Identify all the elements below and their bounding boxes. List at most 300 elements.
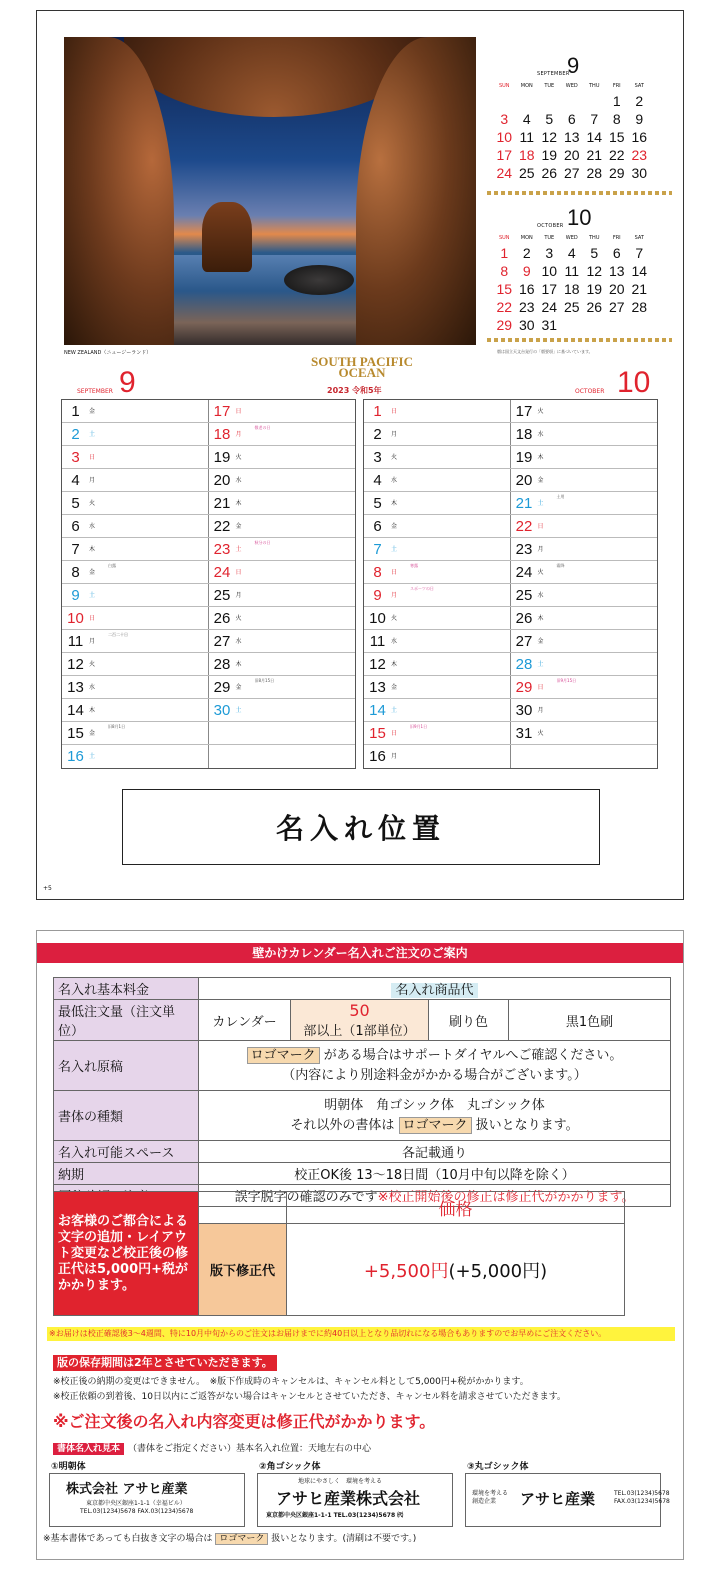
day-number: 18	[213, 425, 231, 443]
day-cell	[511, 400, 658, 422]
mini-day: 5	[545, 111, 554, 127]
delivery-warning: ※お届けは校正確認後3～4週間、特に10月中旬からのご注文はお届けまでに約40日以上となり品切れになる場合もありますのでお早めにご注文ください。	[47, 1327, 675, 1341]
day-number: 5	[373, 494, 382, 512]
weekday-label: 水	[235, 637, 242, 645]
mini-day: 18	[563, 281, 580, 297]
dow-label: THU	[589, 83, 600, 89]
calendar-page	[36, 10, 684, 900]
day-number: 20	[213, 471, 231, 489]
sample-tag: 書体名入れ見本	[53, 1443, 124, 1455]
day-cell	[511, 538, 658, 560]
weekday-label: 木	[537, 614, 544, 622]
day-number: 10	[369, 609, 386, 627]
dow-label: SAT	[634, 83, 644, 89]
day-cell	[511, 423, 658, 445]
weekday-label: 水	[89, 683, 96, 691]
day-number: 27	[515, 632, 533, 650]
weekday-label: 火	[89, 660, 96, 668]
weekday-label: 土	[89, 430, 96, 438]
weekday-label: 火	[391, 453, 398, 461]
plate-fix-label: 版下修正代	[199, 1224, 287, 1316]
day-number: 30	[515, 701, 533, 719]
table-row	[364, 400, 657, 423]
mini-day-grid	[493, 93, 677, 183]
day-number: 15	[67, 724, 84, 742]
day-note: 白露	[108, 563, 116, 568]
day-number: 29	[515, 678, 533, 696]
mini-day: 2	[635, 93, 644, 109]
weekday-label: 金	[537, 476, 544, 484]
table-row	[62, 400, 355, 423]
weekday-label: 水	[391, 637, 398, 645]
mini-day: 20	[608, 281, 625, 297]
weekday-label: 土	[537, 660, 544, 668]
mini-day	[583, 93, 606, 111]
mini-dow-row	[493, 235, 677, 241]
mini-day: 26	[586, 299, 603, 315]
order-guide	[36, 930, 684, 1560]
mini-day: 1	[500, 245, 509, 261]
dow-label: MON	[520, 235, 533, 241]
mini-day: 10	[496, 129, 513, 145]
weekday-label: 月	[391, 430, 398, 438]
mini-day: 10	[541, 263, 558, 279]
day-number: 25	[213, 586, 231, 604]
day-number: 1	[71, 402, 80, 420]
manuscript-value: ロゴマーク がある場合はサポートダイヤルへご確認ください。 （内容により別途料金がかかる場合がございます。）	[199, 1041, 671, 1091]
day-number: 16	[67, 748, 84, 765]
day-cell	[62, 676, 209, 698]
mini-day: 3	[500, 111, 509, 127]
mini-day: 22	[496, 299, 513, 315]
weekday-label: 土	[391, 706, 398, 714]
mini-day	[561, 317, 584, 335]
weekday-label: 金	[89, 568, 96, 576]
day-cell	[62, 469, 209, 491]
day-cell	[209, 630, 356, 652]
weekday-label: 日	[89, 453, 96, 461]
weekday-label: 木	[391, 499, 398, 507]
day-number: 15	[369, 724, 386, 742]
logo-mark-chip: ロゴマーク	[247, 1047, 320, 1064]
mini-calendar-september	[487, 47, 677, 183]
weekday-label: 火	[391, 614, 398, 622]
day-number: 9	[373, 586, 382, 604]
mini-day: 15	[496, 281, 513, 297]
dow-label: MON	[520, 83, 533, 89]
day-cell	[511, 584, 658, 606]
table-row	[62, 745, 355, 768]
table-row	[364, 538, 657, 561]
manuscript-label: 名入れ原稿	[54, 1041, 199, 1091]
day-cell	[62, 400, 209, 422]
day-cell	[62, 492, 209, 514]
table-row	[62, 538, 355, 561]
october-table	[363, 399, 658, 769]
sample-header: 書体名入れ見本 （書体をご指定ください）基本名入れ位置：天地左右の中心	[53, 1441, 371, 1454]
day-cell	[209, 722, 356, 744]
mini-day: 13	[608, 263, 625, 279]
day-cell	[62, 515, 209, 537]
day-cell	[364, 607, 511, 629]
mini-day: 25	[518, 165, 535, 181]
day-cell	[364, 469, 511, 491]
table-row	[364, 446, 657, 469]
space-label: 名入れ可能スペース	[54, 1141, 199, 1163]
delivery-value: 校正OK後 13～18日間（10月中旬以降を除く）	[199, 1163, 671, 1185]
mincho-sample: 株式会社 アサヒ産業 東京都中央区銀座1-1-1（幸福ビル） TEL.03(1234)5678 FAX.03(1234)5678	[49, 1473, 245, 1527]
mini-day: 2	[522, 245, 531, 261]
font-sample-label: ①明朝体	[51, 1462, 86, 1472]
mini-day: 29	[608, 165, 625, 181]
mini-day: 21	[586, 147, 603, 163]
table-row	[62, 469, 355, 492]
weekday-label: 土	[235, 706, 242, 714]
day-number: 17	[515, 402, 533, 420]
weekday-label: 火	[537, 729, 544, 737]
mini-day: 19	[541, 147, 558, 163]
mini-day: 7	[590, 111, 599, 127]
mini-day: 8	[612, 111, 621, 127]
title-line-1: SOUTH PACIFIC	[311, 354, 413, 369]
weekday-label: 土	[235, 545, 242, 553]
base-fee-value: 名入れ商品代	[391, 983, 477, 998]
day-number: 11	[67, 632, 84, 650]
mini-day: 4	[522, 111, 531, 127]
mini-day: 30	[518, 317, 535, 333]
mini-day	[493, 93, 516, 111]
mini-day: 22	[608, 147, 625, 163]
mini-day: 12	[541, 129, 558, 145]
day-note: 秋分の日	[254, 540, 271, 545]
mini-month-name: SEPTEMBER	[537, 71, 570, 77]
day-cell	[364, 630, 511, 652]
note-line: ※校正後の納期の変更はできません。 ※版下作成時のキャンセルは、キャンセル料として5,000円+税がかかります。	[53, 1377, 529, 1387]
weekday-label: 火	[235, 453, 242, 461]
day-number: 3	[373, 448, 382, 466]
mini-day: 20	[563, 147, 580, 163]
day-number: 30	[213, 701, 231, 719]
mini-day: 17	[541, 281, 558, 297]
table-row	[62, 630, 355, 653]
change-warning: ※ご注文後の名入れ内容変更は修正代がかかります。	[53, 1412, 436, 1431]
day-cell	[511, 446, 658, 468]
mini-day: 14	[631, 263, 648, 279]
day-number: 7	[71, 540, 80, 558]
day-number: 25	[515, 586, 533, 604]
weekday-label: 土	[537, 499, 544, 507]
order-table	[53, 977, 671, 1207]
mini-day: 6	[612, 245, 621, 261]
weekday-label: 日	[391, 729, 398, 737]
day-cell	[364, 676, 511, 698]
day-cell	[62, 745, 209, 768]
weekday-label: 木	[537, 453, 544, 461]
logo-mark-chip: ロゴマーク	[399, 1117, 472, 1134]
font-sample-label: ②角ゴシック体	[259, 1462, 321, 1472]
dow-label: SUN	[498, 235, 510, 241]
keep-period-badge: 版の保存期間は2年とさせていただきます。	[53, 1355, 277, 1371]
day-number: 19	[515, 448, 533, 466]
mini-day: 28	[631, 299, 648, 315]
day-number: 22	[515, 517, 533, 535]
day-cell	[511, 745, 658, 768]
day-number: 7	[373, 540, 382, 558]
day-note: 旧8月15日	[254, 678, 275, 683]
weekday-label: 金	[235, 522, 242, 530]
weekday-label: 水	[89, 522, 96, 530]
mini-day: 14	[586, 129, 603, 145]
weekday-label: 日	[391, 407, 398, 415]
day-number: 6	[71, 517, 80, 535]
weekday-label: 水	[235, 476, 242, 484]
weekday-label: 水	[537, 591, 544, 599]
copyright-note: 暦は国立天文台発行の「暦要項」に基づいています。	[497, 349, 593, 354]
day-number: 26	[515, 609, 533, 627]
table-row	[364, 653, 657, 676]
day-note: 霜降	[556, 563, 565, 568]
day-cell	[364, 722, 511, 744]
day-number: 31	[515, 724, 533, 742]
weekday-label: 金	[235, 683, 242, 691]
table-row	[62, 561, 355, 584]
weekday-label: 月	[89, 637, 96, 645]
mini-day	[516, 93, 539, 111]
day-cell	[209, 446, 356, 468]
day-cell	[511, 492, 658, 514]
min-order-qty: 50部以上（1部単位）	[291, 1000, 429, 1041]
mini-day: 26	[541, 165, 558, 181]
weekday-label: 火	[89, 499, 96, 507]
big-month-name: OCTOBER	[575, 388, 605, 395]
day-cell	[511, 469, 658, 491]
weekday-label: 金	[391, 683, 398, 691]
day-cell	[209, 699, 356, 721]
table-row	[364, 469, 657, 492]
table-row	[364, 492, 657, 515]
weekday-label: 木	[235, 499, 242, 507]
mini-day: 1	[612, 93, 621, 109]
mini-day: 11	[564, 263, 580, 279]
font-sample-label: ③丸ゴシック体	[467, 1462, 529, 1472]
weekday-label: 月	[89, 476, 96, 484]
weekday-label: 日	[391, 568, 398, 576]
day-cell	[62, 423, 209, 445]
mini-day: 13	[563, 129, 580, 145]
day-note: 土用	[556, 494, 565, 499]
day-note: 敬老の日	[254, 425, 271, 430]
mini-day: 25	[563, 299, 580, 315]
table-row	[62, 584, 355, 607]
dow-label: FRI	[612, 235, 621, 241]
price-value: +5,500円(+5,000円)	[287, 1224, 625, 1316]
day-number: 11	[369, 632, 386, 650]
day-number: 21	[515, 494, 533, 512]
weekday-label: 日	[537, 683, 544, 691]
mini-day: 12	[586, 263, 603, 279]
price-table	[53, 1191, 625, 1316]
mini-month-number: 9	[567, 53, 580, 78]
day-number: 16	[369, 748, 386, 765]
mini-day: 29	[496, 317, 513, 333]
mini-day: 5	[590, 245, 599, 261]
day-number: 2	[71, 425, 80, 443]
footer-note: ※基本書体であっても白抜き文字の場合は ロゴマーク 扱いとなります。(清刷は不要です。)	[43, 1534, 417, 1544]
weekday-label: 月	[391, 753, 398, 760]
mini-day: 27	[563, 165, 580, 181]
mini-day: 9	[635, 111, 644, 127]
table-row	[62, 446, 355, 469]
day-cell	[364, 745, 511, 768]
day-note: スポーツの日	[410, 586, 434, 591]
name-area-box: 名入れ位置	[122, 789, 600, 865]
day-number: 27	[213, 632, 231, 650]
mini-day	[538, 93, 561, 111]
table-row	[364, 722, 657, 745]
table-row	[62, 492, 355, 515]
day-cell	[511, 630, 658, 652]
day-cell	[364, 653, 511, 675]
day-cell	[364, 538, 511, 560]
mini-calendar-october	[487, 199, 677, 335]
mini-day: 16	[631, 129, 648, 145]
table-row	[62, 676, 355, 699]
mini-day	[561, 93, 584, 111]
day-number: 14	[369, 701, 386, 719]
table-row	[62, 699, 355, 722]
day-number: 28	[213, 655, 231, 673]
day-number: 5	[71, 494, 80, 512]
mini-day: 23	[518, 299, 535, 315]
weekday-label: 金	[537, 637, 544, 645]
day-cell	[511, 653, 658, 675]
weekday-label: 月	[235, 591, 242, 599]
weekday-label: 日	[235, 568, 242, 576]
mini-day: 7	[635, 245, 644, 261]
big-month-name: SEPTEMBER	[77, 388, 113, 395]
day-cell	[209, 423, 356, 445]
mini-day	[583, 317, 606, 335]
weekday-label: 火	[537, 568, 544, 576]
day-cell	[209, 653, 356, 675]
day-cell	[511, 699, 658, 721]
day-number: 21	[213, 494, 231, 512]
table-row	[364, 423, 657, 446]
maru-gothic-sample: 環境を考える 創造企業 アサヒ産業 TEL.03(1234)5678 FAX.03(1234)5678	[465, 1473, 661, 1527]
day-number: 2	[373, 425, 382, 443]
mini-day: 28	[586, 165, 603, 181]
day-number: 12	[67, 655, 84, 673]
day-number: 23	[213, 540, 231, 558]
september-table	[61, 399, 356, 769]
table-row	[62, 607, 355, 630]
mini-day: 18	[518, 147, 535, 163]
day-note: 旧8月1日	[108, 724, 126, 729]
font-value: 明朝体 角ゴシック体 丸ゴシック体 それ以外の書体は ロゴマーク 扱いとなります。	[199, 1091, 671, 1141]
calendar-title	[307, 356, 417, 378]
table-row	[364, 676, 657, 699]
day-cell	[511, 515, 658, 537]
weekday-label: 水	[537, 430, 544, 438]
weekday-label: 土	[89, 753, 96, 760]
weekday-label: 日	[537, 522, 544, 530]
day-cell	[364, 584, 511, 606]
weekday-label: 月	[537, 706, 544, 714]
weekday-label: 日	[89, 614, 96, 622]
day-number: 13	[67, 678, 84, 696]
weekday-label: 木	[235, 660, 242, 668]
day-cell	[62, 607, 209, 629]
table-row	[62, 423, 355, 446]
day-number: 4	[373, 471, 382, 489]
day-cell	[62, 630, 209, 652]
mini-day: 4	[567, 245, 576, 261]
notes	[53, 1375, 673, 1405]
day-note: 旧9月1日	[410, 724, 428, 729]
note-line: ※校正依頼の到着後、10日以内にご返答がない場合はキャンセルとさせていただき、キャンセル料を請求させていただきます。	[53, 1392, 566, 1402]
day-cell	[364, 492, 511, 514]
day-note: 二百二十日	[108, 632, 128, 637]
weekday-label: 土	[391, 545, 398, 553]
base-fee-label: 名入れ基本料金	[54, 978, 199, 1000]
page-number: +5	[43, 885, 52, 892]
day-number: 3	[71, 448, 80, 466]
mini-day: 11	[519, 129, 535, 145]
table-row	[62, 653, 355, 676]
weekday-label: 木	[89, 706, 96, 714]
table-row	[364, 699, 657, 722]
mini-day: 30	[631, 165, 648, 181]
check-value: 誤字脱字の確認のみです※校正開始後の修正は修正代がかかります。	[199, 1185, 671, 1207]
divider	[487, 191, 672, 195]
big-month-number: 9	[119, 366, 136, 399]
dow-label: FRI	[612, 83, 621, 89]
day-number: 4	[71, 471, 80, 489]
mini-day: 19	[586, 281, 603, 297]
dow-label: TUE	[544, 235, 555, 241]
day-number: 24	[515, 563, 533, 581]
mini-day: 8	[500, 263, 509, 279]
day-cell	[364, 561, 511, 583]
table-row	[364, 607, 657, 630]
day-cell	[209, 584, 356, 606]
mini-day	[606, 317, 629, 335]
day-cell	[62, 722, 209, 744]
min-order-label: 最低注文量（注文単位）	[54, 1000, 199, 1041]
weekday-label: 月	[537, 545, 544, 553]
mini-day: 6	[567, 111, 576, 127]
year-label: 2023 令和5年	[327, 386, 382, 395]
photo-caption: NEW ZEALAND（ニュージーランド）	[64, 350, 152, 356]
day-cell	[62, 538, 209, 560]
weekday-label: 木	[89, 545, 96, 553]
day-cell	[511, 561, 658, 583]
weekday-label: 金	[89, 407, 96, 415]
day-number: 24	[213, 563, 231, 581]
day-cell	[364, 446, 511, 468]
day-number: 8	[373, 563, 382, 581]
mini-dow-row	[493, 83, 677, 89]
delivery-label: 納期	[54, 1163, 199, 1185]
day-cell	[209, 676, 356, 698]
day-number: 12	[369, 655, 386, 673]
table-row	[62, 722, 355, 745]
day-number: 28	[515, 655, 533, 673]
day-number: 20	[515, 471, 533, 489]
day-number: 22	[213, 517, 231, 535]
day-cell	[364, 515, 511, 537]
day-number: 18	[515, 425, 533, 443]
